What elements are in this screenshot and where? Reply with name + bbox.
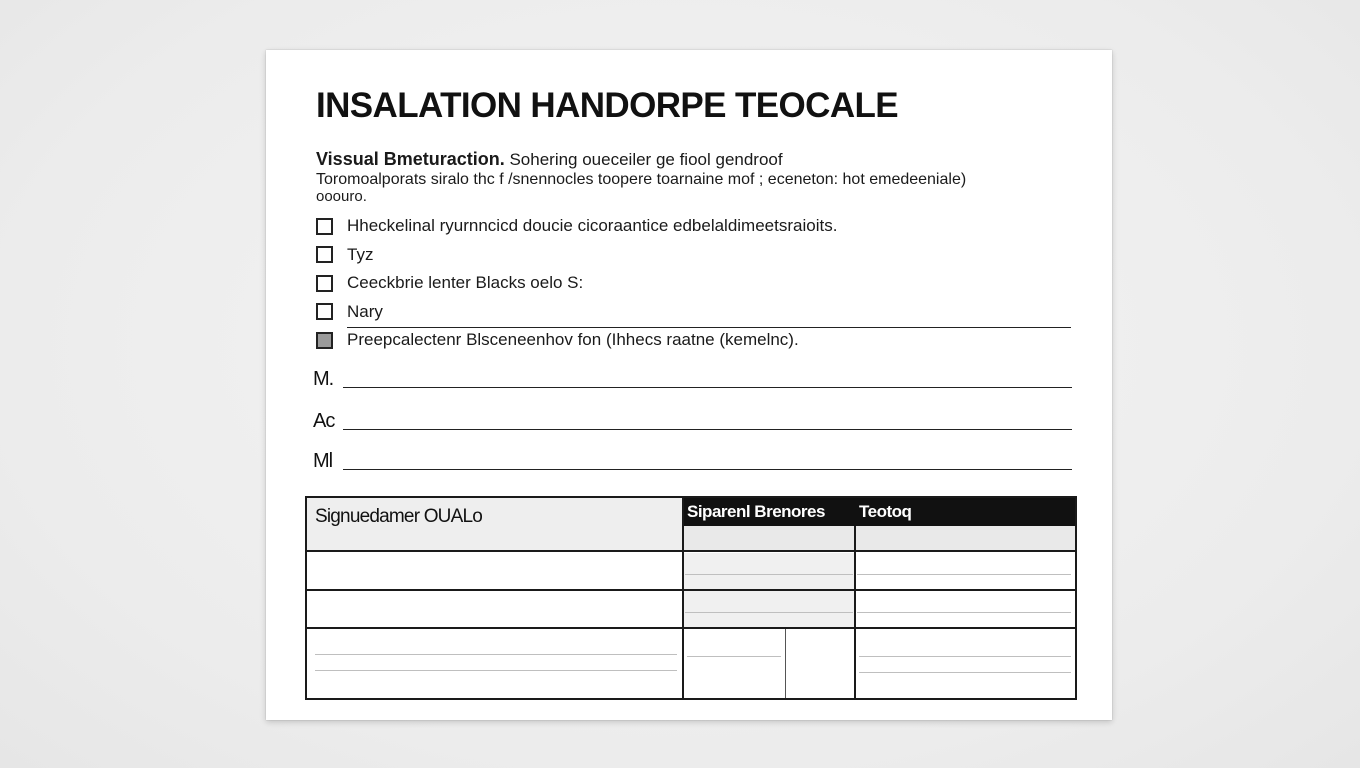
checkbox[interactable]	[316, 303, 333, 320]
table-guide-line	[859, 656, 1071, 657]
table-guide-line	[857, 612, 1071, 613]
checklist-item-label: Nary	[347, 301, 383, 321]
table-subheader-cell	[683, 526, 855, 551]
checklist-item	[316, 241, 1071, 270]
intro-lead-rest: Sohering oueceiler ge fiool gendroof	[504, 150, 783, 169]
table-guide-line	[685, 574, 853, 575]
intro-line-2: Toromoalporats siralo thc f /snennocles toopere toarnaine mof ; eceneton: hot emedeeniale)	[316, 171, 967, 188]
table-row-divider	[307, 589, 1075, 591]
checkbox[interactable]	[316, 218, 333, 235]
form-field	[313, 368, 1072, 391]
table-header-dark	[683, 498, 1075, 526]
document-title: INSALATION HANDORPE TEOCALE	[316, 86, 899, 125]
table-guide-line	[315, 654, 677, 655]
checkbox-checked[interactable]	[316, 332, 333, 349]
field-input-line[interactable]	[343, 469, 1072, 470]
checklist-item-label: Ceeckbrie lenter Blacks oelo S:	[347, 273, 584, 293]
intro-line-3: ooouro.	[316, 188, 367, 205]
checklist-item	[316, 298, 1071, 327]
checklist-item-label: Hheckelinal ryurnncicd doucie cicoraantice edbelaldimeetsraioits.	[347, 216, 838, 236]
field-label: Ml	[313, 450, 333, 472]
table-guide-line	[687, 656, 781, 657]
checkbox[interactable]	[316, 246, 333, 263]
form-field	[313, 450, 1072, 473]
checklist-item	[316, 326, 1071, 355]
table-guide-line	[859, 672, 1071, 673]
table-guide-line	[315, 670, 677, 671]
field-input-line[interactable]	[343, 387, 1072, 388]
table-header-label: Teotoq	[859, 502, 912, 521]
field-label: M.	[313, 368, 334, 390]
table-header-left-label: Signuedamer OUALo	[315, 506, 483, 527]
checklist	[316, 212, 1071, 355]
table-guide-line	[685, 612, 853, 613]
table-row-divider	[307, 550, 1075, 552]
field-input-line[interactable]	[343, 429, 1072, 430]
checkbox[interactable]	[316, 275, 333, 292]
intro-paragraph	[316, 150, 1076, 205]
field-label: Ac	[313, 410, 335, 432]
signature-table	[305, 496, 1077, 700]
checklist-item	[316, 212, 1071, 241]
table-subheader-cell	[855, 526, 1075, 551]
intro-lead: Vissual Bmeturaction.	[316, 149, 505, 169]
form-field	[313, 410, 1072, 433]
table-header-label: Siparenl Brenores	[687, 502, 825, 521]
table-column-divider	[682, 498, 684, 698]
checklist-item	[316, 269, 1071, 298]
table-row-divider	[307, 627, 1075, 629]
table-guide-line	[857, 574, 1071, 575]
checklist-item-label: Preepcalectenr Blsceneenhov fon (Ihhecs raatne (kemelnc).	[347, 330, 799, 350]
table-column-divider	[785, 629, 786, 698]
form-sheet	[266, 50, 1112, 720]
table-header-left	[307, 498, 683, 551]
checklist-item-label: Tyz	[347, 244, 374, 264]
